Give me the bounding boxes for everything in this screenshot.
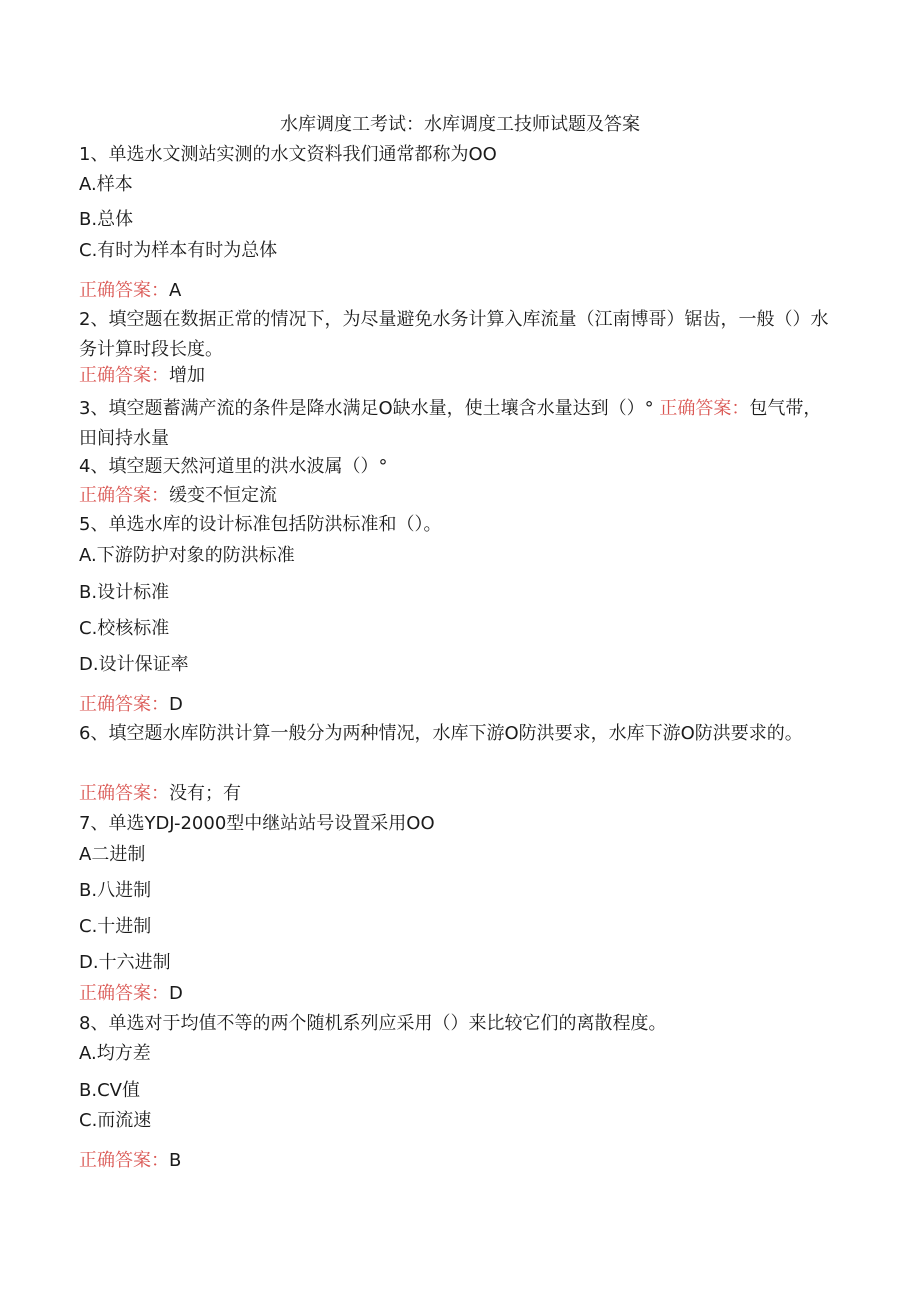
answer-label: 正确答案：	[79, 1150, 169, 1171]
option: C.十进制	[79, 916, 152, 937]
answer-line	[79, 983, 834, 1005]
option: A.样本	[79, 174, 133, 195]
answer-label: 正确答案：	[79, 280, 169, 301]
option: C.有时为样本有时为总体	[79, 240, 278, 261]
answer-line	[79, 365, 834, 387]
answer-value: B	[169, 1150, 182, 1171]
option: C.而流速	[79, 1110, 152, 1131]
question-stem: 1、单选水文测站实测的水文资料我们通常都称为OO	[79, 144, 497, 165]
option: B.八进制	[79, 880, 152, 901]
answer-value: D	[169, 983, 183, 1004]
question-stem: 4、填空题天然河道里的洪水波属（）°	[79, 456, 388, 477]
option: B.CV值	[79, 1080, 140, 1101]
option: A.均方差	[79, 1043, 151, 1064]
page-title: 水库调度工考试：水库调度工技师试题及答案	[280, 114, 640, 135]
answer-value: A	[169, 280, 182, 301]
answer-line	[79, 694, 834, 716]
option: B.总体	[79, 209, 134, 230]
answer-value: D	[169, 694, 183, 715]
question-stem: 7、单选YDJ-2000型中继站站号设置采用OO	[79, 813, 435, 834]
option: D.十六进制	[79, 952, 171, 973]
question-stem: 5、单选水库的设计标准包括防洪标准和（）。	[79, 514, 442, 535]
answer-label: 正确答案：	[79, 485, 169, 506]
question-stem: 8、单选对于均值不等的两个随机系列应采用（）来比较它们的离散程度。	[79, 1013, 667, 1034]
answer-value: 没有；有	[169, 783, 241, 804]
answer-line	[79, 485, 834, 507]
question-block	[79, 394, 834, 454]
question-stem: 3、填空题蓄满产流的条件是降水满足O缺水量，使土壤含水量达到（）°	[79, 398, 654, 419]
answer-line	[79, 1150, 834, 1172]
answer-value: 包气带，田间持水量	[79, 398, 822, 449]
option: D.设计保证率	[79, 654, 189, 675]
answer-value: 缓变不恒定流	[169, 485, 277, 506]
question-stem: 2、填空题在数据正常的情况下，为尽量避免水务计算入库流量（江南博哥）锯齿，一般（）水务计算时段长度。	[79, 309, 829, 360]
answer-line	[79, 783, 834, 805]
answer-value: 增加	[169, 365, 205, 386]
answer-line	[79, 280, 834, 302]
option: A二进制	[79, 844, 146, 865]
answer-label: 正确答案：	[79, 694, 169, 715]
option: A.下游防护对象的防洪标准	[79, 545, 295, 566]
answer-label: 正确答案：	[79, 365, 169, 386]
answer-label: 正确答案：	[659, 398, 750, 419]
option: B.设计标准	[79, 582, 170, 603]
answer-label: 正确答案：	[79, 983, 169, 1004]
question-stem: 6、填空题水库防洪计算一般分为两种情况，水库下游O防洪要求，水库下游O防洪要求的。	[79, 723, 803, 744]
answer-label: 正确答案：	[79, 783, 169, 804]
option: C.校核标准	[79, 618, 170, 639]
